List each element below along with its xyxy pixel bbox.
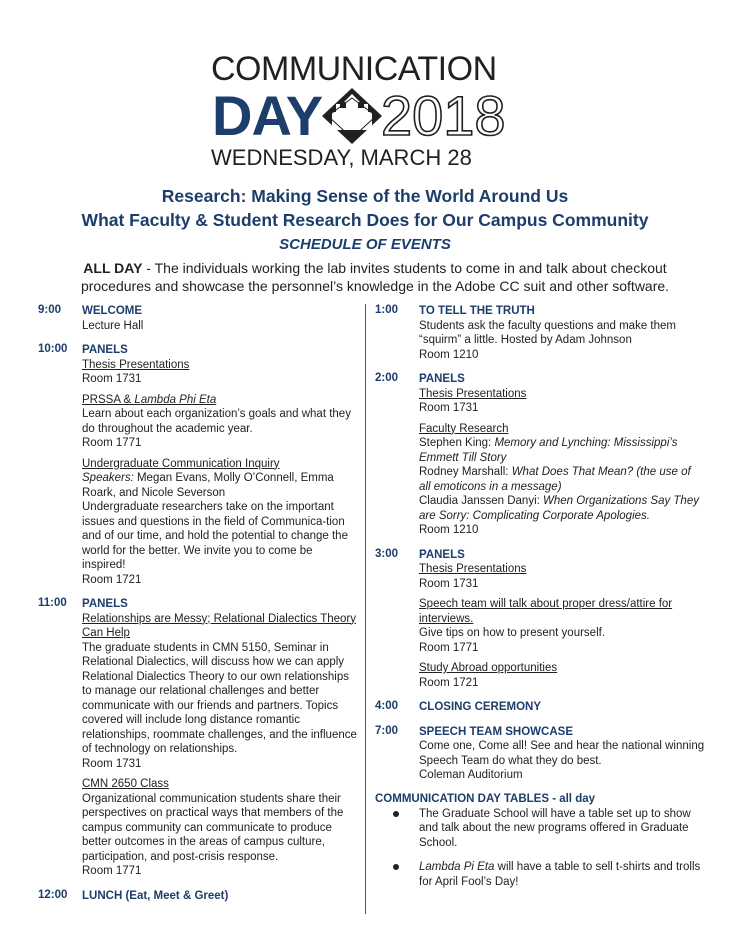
event-room: Lecture Hall xyxy=(82,319,144,332)
session-title-a: PRSSA & xyxy=(82,393,135,406)
event-room: Room 1771 xyxy=(419,641,479,654)
event-room: Room 1771 xyxy=(82,437,142,449)
slot-700 xyxy=(375,725,705,783)
session-title: Thesis Presentations xyxy=(419,387,527,400)
event-title: PANELS xyxy=(419,548,465,561)
event-title: PANELS xyxy=(419,373,465,385)
session-title: Thesis Presentations xyxy=(419,563,527,575)
speakers-label: Speakers: xyxy=(82,472,134,484)
header-date: WEDNESDAY, MARCH 28 xyxy=(211,145,472,170)
talk-title: What Does That Mean? (the use of all emoticons in a message) xyxy=(419,466,691,493)
column-divider xyxy=(365,304,366,914)
slot-100 xyxy=(375,304,705,362)
header-year: 2018 xyxy=(381,84,506,147)
event-room: Coleman Auditorium xyxy=(419,769,523,781)
talk-king xyxy=(419,436,705,465)
session-desc: Organizational communication students share their perspectives on practical ways that members of the campus community can communicate to produce better outcomes in the areas of campus culture, participation, and post-crisis response. xyxy=(82,792,344,863)
time-label: 9:00 xyxy=(38,304,62,316)
talk-title: Memory and Lynching: Mississippi’s Emmett Till Story xyxy=(419,437,678,464)
event-room: Room 1731 xyxy=(82,757,142,770)
bullet-icon xyxy=(393,811,399,817)
header-day: DAY xyxy=(212,84,323,147)
speakers xyxy=(82,471,358,500)
event-room: Room 1210 xyxy=(419,524,479,536)
list-item xyxy=(419,860,705,889)
event-title: TO TELL THE TRUTH xyxy=(419,305,535,317)
time-label: 10:00 xyxy=(38,343,68,355)
slot-1000 xyxy=(38,343,358,587)
schedule-right-column xyxy=(375,304,705,899)
slot-1100 xyxy=(38,597,358,879)
slot-300 xyxy=(375,548,705,691)
list-item-text: The Graduate School will have a table set up to show and talk about the new programs offered in Graduate School. xyxy=(419,807,691,849)
session-desc: Learn about each organization’s goals and what they do throughout the academic year. xyxy=(82,408,351,435)
event-title: PANELS xyxy=(82,344,128,356)
schedule-heading: SCHEDULE OF EVENTS xyxy=(279,236,451,253)
event-title: WELCOME xyxy=(82,305,143,317)
presenter: Rodney Marshall: xyxy=(419,466,512,478)
event-room: Room 1721 xyxy=(419,676,479,689)
slot-400 xyxy=(375,700,705,715)
title-line-2: What Faculty & Student Research Does for Our Campus Community xyxy=(81,210,649,230)
time-label: 7:00 xyxy=(375,724,399,737)
event-title: SPEECH TEAM SHOWCASE xyxy=(419,725,573,738)
session-title: CMN 2650 Class xyxy=(82,778,169,790)
list-item-org: Lambda Pi Eta xyxy=(419,861,495,873)
event-room: Room 1731 xyxy=(419,402,479,414)
time-label: 1:00 xyxy=(375,304,399,316)
schedule-left-column xyxy=(38,304,358,913)
event-title: CLOSING CEREMONY xyxy=(419,701,542,713)
all-day-label: ALL DAY xyxy=(83,260,143,276)
time-label: 11:00 xyxy=(38,597,67,609)
session-title-b: Lambda Phi Eta xyxy=(134,393,217,406)
talk-danyi xyxy=(419,494,705,523)
session-title xyxy=(82,393,358,408)
logo-diamond-icon xyxy=(318,86,386,146)
list-item-text: will have a table to sell t-shirts and trolls for April Fool’s Day! xyxy=(419,861,701,888)
title-line-1: Research: Making Sense of the World Around Us xyxy=(161,186,569,206)
all-day-notice xyxy=(55,259,695,295)
time-label: 12:00 xyxy=(38,888,68,901)
session-desc: Students ask the faculty questions and make them “squirm” a little. Hosted by Adam Johnson xyxy=(419,319,676,346)
speakers-names: Megan Evans, Molly O’Connell, Emma Roark, and Nicole Severson xyxy=(82,472,334,499)
session-title: Undergraduate Communication Inquiry xyxy=(82,457,280,470)
presenter: Claudia Janssen Danyi: xyxy=(419,495,544,507)
all-day-text: - The individuals working the lab invites students to come in and talk about checkout procedures and showcase the personnel’s knowledge in the Adobe CC suit and other software. xyxy=(80,260,670,294)
session-title: Faculty Research xyxy=(419,422,509,435)
session-desc: Undergraduate researchers take on the important issues and questions in the field of Communica-tion and of our time, and hold the potential to change the world for the better. We invite you to come be inspired! xyxy=(82,501,348,571)
time-label: 2:00 xyxy=(375,372,399,384)
event-room: Room 1731 xyxy=(82,373,142,385)
header-communication: COMMUNICATION xyxy=(211,50,497,88)
session-desc: Come one, Come all! See and hear the national winning Speech Team do what they do best. xyxy=(419,740,705,767)
event-title: LUNCH (Eat, Meet & Greet) xyxy=(82,889,229,902)
talk-marshall xyxy=(419,465,705,494)
session-title: Speech team will talk about proper dress/attire for interviews. xyxy=(419,598,673,625)
slot-900 xyxy=(38,304,358,333)
slot-1200 xyxy=(38,889,358,904)
time-label: 4:00 xyxy=(375,700,399,712)
slot-200 xyxy=(375,372,705,538)
bullet-icon xyxy=(393,864,399,870)
event-room: Room 1210 xyxy=(419,348,479,361)
event-room: Room 1721 xyxy=(82,573,142,586)
event-room: Room 1731 xyxy=(419,577,479,590)
session-title: Relationships are Messy; Relational Dialectics Theory Can Help xyxy=(82,612,356,639)
list-item xyxy=(419,807,705,851)
tables-heading: COMMUNICATION DAY TABLES - all day xyxy=(375,792,596,805)
time-label: 3:00 xyxy=(375,547,399,560)
session-title: Thesis Presentations xyxy=(82,358,190,371)
event-title: PANELS xyxy=(82,598,128,610)
session-desc: Give tips on how to present yourself. xyxy=(419,627,606,639)
event-room: Room 1771 xyxy=(82,865,142,877)
presenter: Stephen King: xyxy=(419,437,495,449)
session-desc: The graduate students in CMN 5150, Seminar in Relational Dialectics, will discuss how we can apply Relational Dialectics Theory to our own relationships to manage our relational challenges and better communicate with our friends and partners. Topics covered will include long distance romantic relationships, roommate challenges, and the influence of technology on relationships. xyxy=(82,641,357,755)
talk-title: When Organizations Say They are Sorry: Complicating Corporate Apologies. xyxy=(419,495,699,522)
session-title: Study Abroad opportunities xyxy=(419,662,558,674)
